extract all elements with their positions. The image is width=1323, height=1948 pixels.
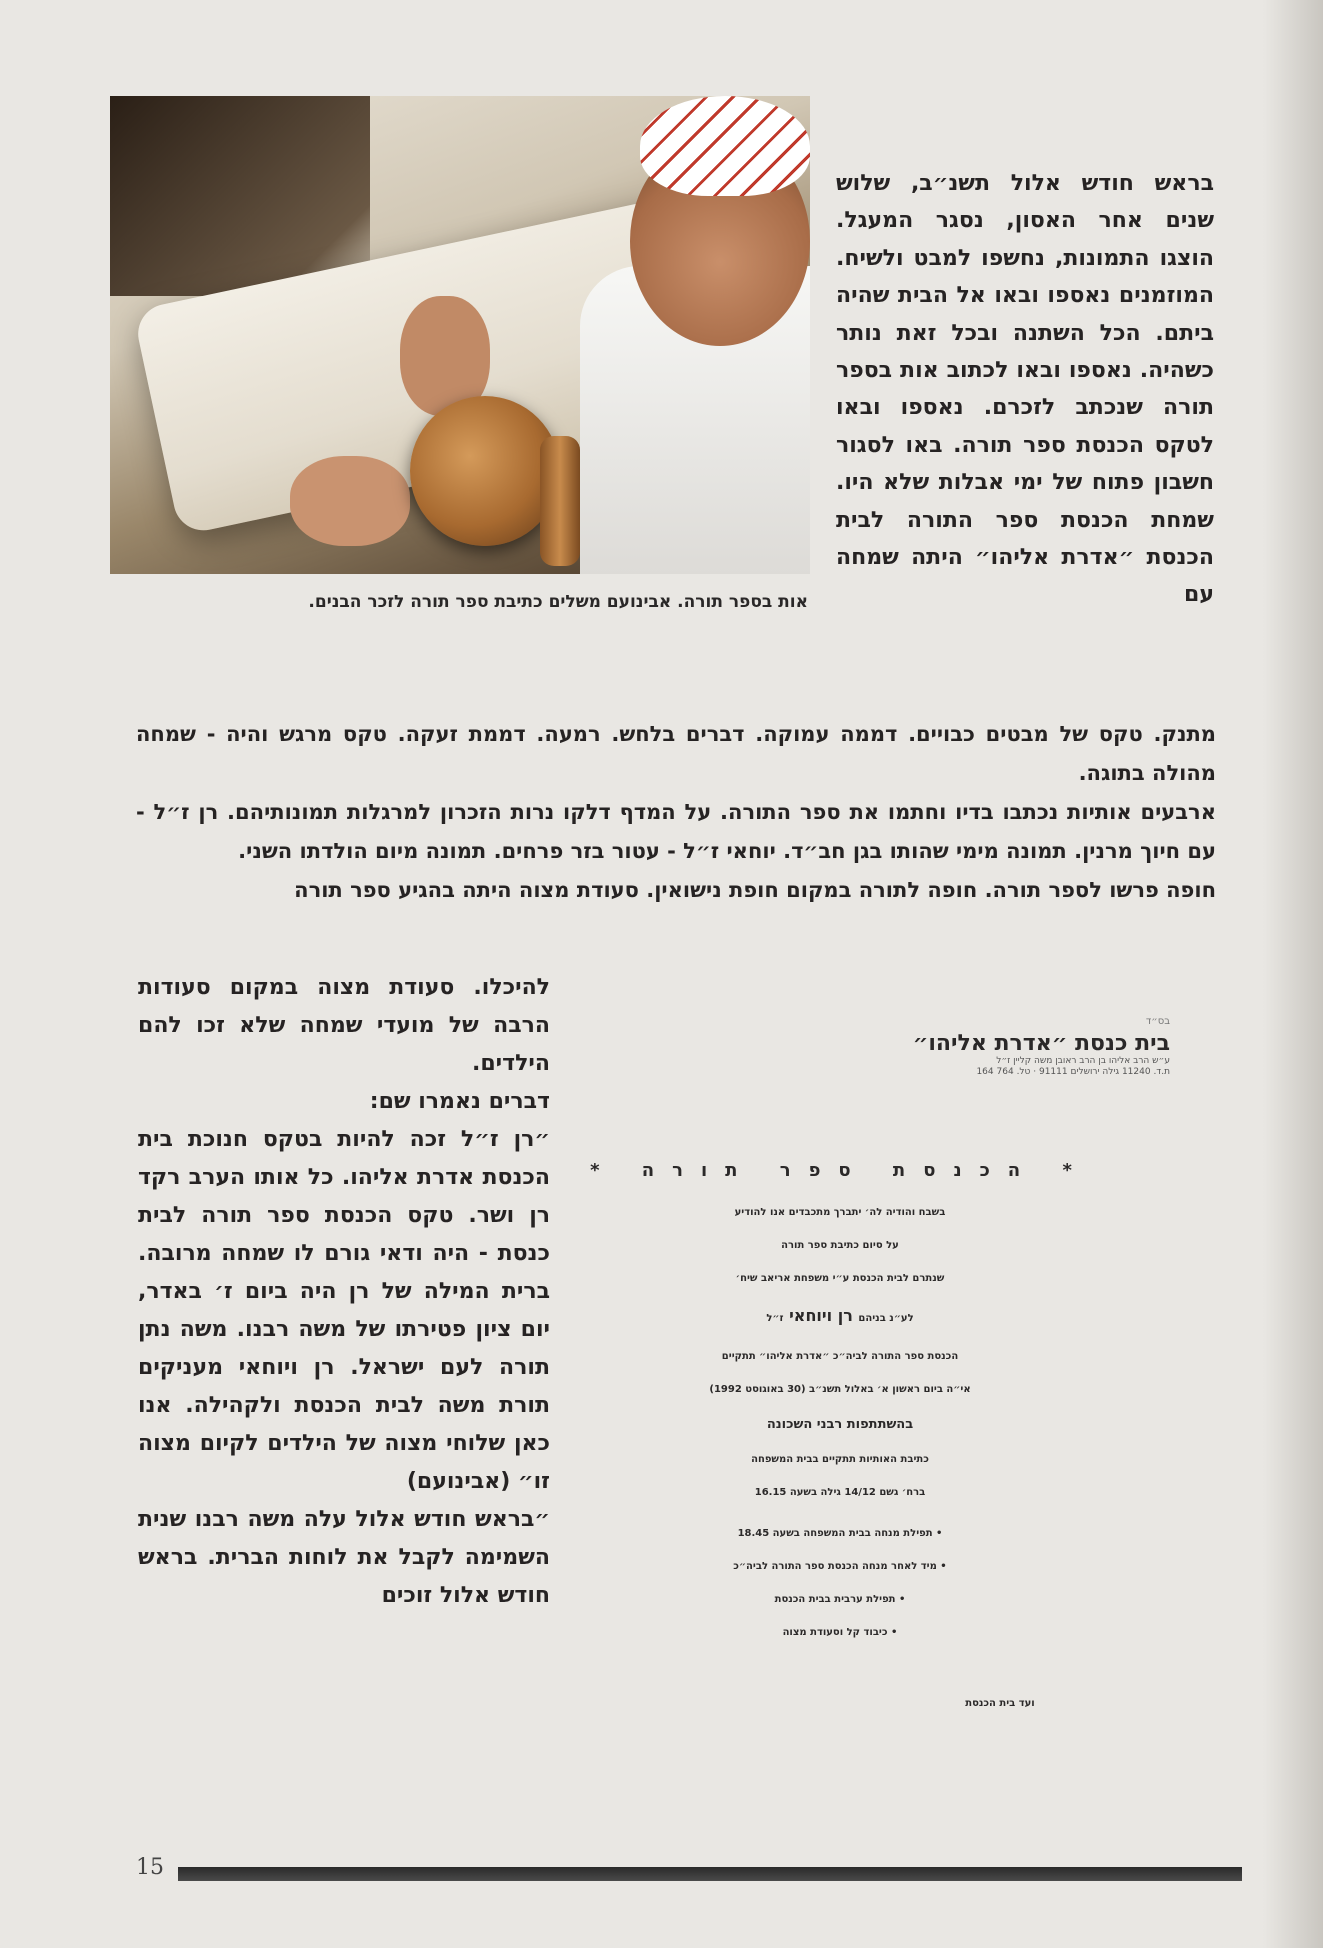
page-edge-shadow [1263,0,1323,1948]
bsd-mark: בס״ד [1145,1016,1170,1027]
invitation-line: הכנסת ספר התורה לביה״כ ״אדרת אליהו״ תתקיים [721,1351,959,1362]
synagogue-letterhead [870,1016,1170,1078]
invitation-memorial-line [560,1306,1120,1325]
letterhead-subtitle: ע״ש הרב אליהו בן הרב ראובן משה קליין ז״ל [996,1056,1170,1066]
invitation-heading: * הכנסת ספר תורה * [590,1160,1090,1181]
invitation-line: כתיבת האותיות תתקיים בבית המשפחה [751,1454,929,1465]
kippah [640,96,810,196]
memorial-suffix: ז״ל [766,1313,784,1324]
torah-scroll-photo [110,96,810,574]
page-number: 15 [136,1855,164,1880]
letterhead-address: ת.ד. 11240 גילה ירושלים 91111 · טל. 764 164 [976,1067,1170,1077]
paragraph-letters: ארבעים אותיות נכתבו בדיו וחתמו את ספר התורה. על המדף דלקו נרות הזכרון למרגלות תמונותיהם. רן ז״ל - עם חיוך מרנין. תמונה מימי שהותו בגן חב״ד. יוחאי ז״ל - עטור בזר פרחים. תמונה מיום הולדתו השני. [136,800,1216,863]
photo-background [110,96,370,296]
quote-avinoam: ״רן ז״ל זכה להיות בטקס חנוכת בית הכנסת אדרת אליהו. כל אותו הערב רקד רן ושר. טקס הכנסת ספר תורה לבית כנסת - היה ודאי גורם לו שמחה מרובה. ברית המילה של רן היה ביום ז׳ באדר, יום ציון פטירתו של משה רבנו. משה נתן תורה לעם ישראל. רן ויוחאי מעניקים תורת משה לבית הכנסת ולקהילה. אנו כאן שלוחי מצוה של הילדים לקיום מצוה זו״ (אבינועם) [138,1127,550,1494]
invitation-date: אי״ה ביום ראשון א׳ באלול תשנ״ב (30 באוגוסט 1992) [709,1384,971,1395]
paragraph-ceremony: מתנק. טקס של מבטים כבויים. דממה עמוקה. דברים בלחש. רמעה. דממת זעקה. טקס מרגש והיה - שמחה מהולה בתוגה. [136,722,1216,785]
meal-paragraph: להיכלו. סעודת מצוה במקום סעודות הרבה של מועדי שמחה שלא זכו להם הילדים. [138,975,550,1076]
said-intro: דברים נאמרו שם: [369,1089,550,1114]
letterhead-title: בית כנסת ״אדרת אליהו״ [912,1031,1170,1056]
quote-elul: ״בראש חודש אלול עלה משה רבנו שנית השמימה לקבל את לוחות הברית. בראש חודש אלול זוכים [138,1507,550,1608]
invitation-line: שנתרם לבית הכנסת ע״י משפחת אריאב שיח׳ [735,1273,945,1284]
invitation-line: בשבח והודיה לה׳ יתברך מתכבדים אנו להודיע [734,1207,946,1218]
schedule-item: • תפילת ערבית בבית הכנסת [774,1594,906,1605]
holding-hand [290,456,410,546]
full-width-text [136,715,1216,910]
invitation-signature: ועד בית הכנסת [965,1698,1035,1709]
invitation-line: ברח׳ גשם 14/12 גילה בשעה 16.15 [754,1487,926,1498]
schedule-item: • מיד לאחר מנחה הכנסת ספר התורה לביה״כ [733,1561,947,1572]
scroll-rod [540,436,580,566]
right-column-text [836,165,1214,614]
paragraph-chuppah: חופה פרשו לספר תורה. חופה לתורה במקום חופת נישואין. סעודת מצוה היתה בהגיע ספר תורה [294,878,1216,902]
invitation-rabbis: בהשתתפות רבני השכונה [766,1417,914,1432]
footer-bar [178,1867,1242,1881]
schedule-item: • תפילת מנחה בבית המשפחה בשעה 18.45 [737,1528,943,1539]
invitation [560,1160,1120,1709]
scroll-handle [410,396,560,546]
memorial-names: רן ויוחאי [789,1306,853,1325]
left-column-text [138,969,550,1615]
memorial-prefix: לע״נ בניהם [858,1313,914,1324]
photo-caption: אות בספר תורה. אבינועם משלים כתיבת ספר תורה לזכר הבנים. [308,592,808,612]
invitation-schedule [560,1528,1120,1638]
intro-paragraph: בראש חודש אלול תשנ״ב, שלוש שנים אחר האסון, נסגר המעגל. הוצגו התמונות, נחשפו למבט ולשיח. המוזמנים נאספו ובאו אל הבית שהיה ביתם. הכל השתנה ובכל זאת נותר כשהיה. נאספו ובאו לכתוב אות בספר תורה שנכתב לזכרם. נאספו ובאו לטקס הכנסת ספר תורה. באו לסגור חשבון פתוח של ימי אבלות שלא היו. שמחת הכנסת ספר התורה לבית הכנסת ״אדרת אליהו״ היתה שמחה עם [836,171,1214,608]
schedule-item: • כיבוד קל וסעודת מצוה [782,1627,898,1638]
invitation-line: על סיום כתיבת ספר תורה [781,1240,899,1251]
